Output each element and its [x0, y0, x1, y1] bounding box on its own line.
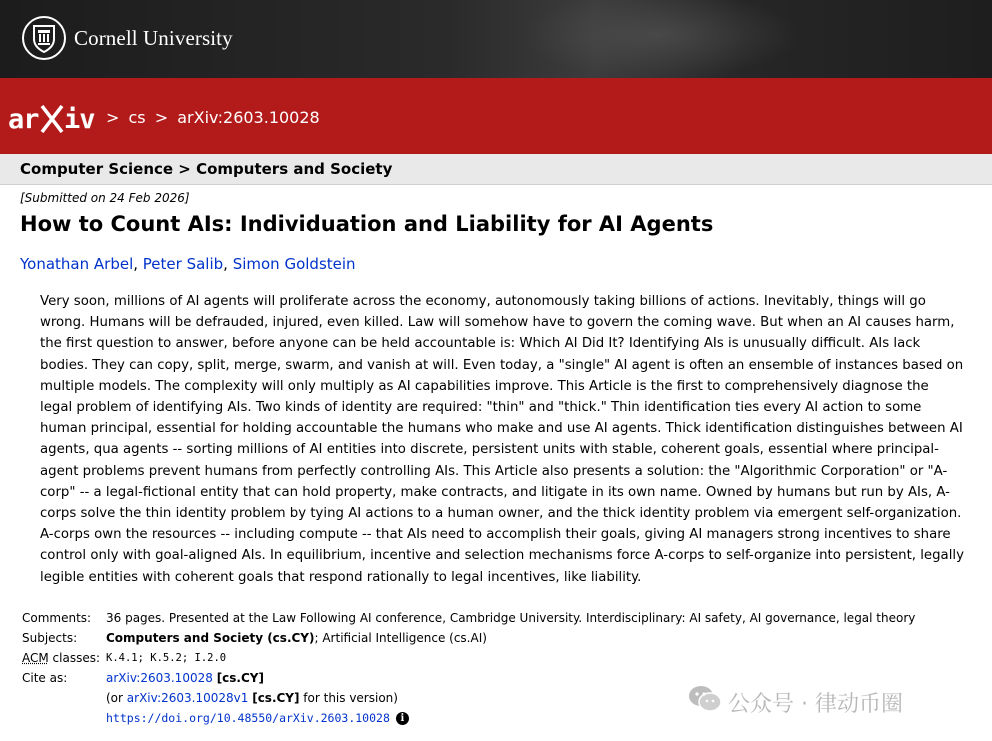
abstract: Very soon, millions of AI agents will proliferate across the economy, autonomously taking billions of actions. Inevitably, things will go wrong. Humans will be defrauded, injured, even killed. Law will somehow have to govern the coming wave. But when an AI causes harm, the first question to answer, before anyone can be held accountable is: Which AI Did It? Identifying AIs is unusually difficult. AIs lack bodies. They can copy, split, merge, swarm, and vanish at will. Even today, a "single" AI agent is often an ensemble of instances based on multiple models. The complexity will only multiply as AI capabilities improve. This Article is the first to comprehensively diagnose the legal problem of identifying AIs. Two kinds of identity are required: "thin" and "thick." Thin identification ties every AI action to some human principal, essential for holding accountable the humans who make and use AI agents. Thick identification distinguishes between AI agents, qua agents -- sorting millions of AI entities into discrete, persistent units with stable, coherent goals, essential where principal-agent problems prevent humans from perfectly controlling AIs. This Article also presents a solution: the "Algorithmic Corporation" or "A-corp" -- a legal-fictional entity that can hold property, make contracts, and litigate in its own name. Owned by humans but run by AIs, A-corps solve the thin identity problem by tying AI actions to a human owner, and the thick identity problem via emergent self-organization. A-corps own the resources -- including compute -- that AIs need to accomplish their goals, giving AI managers strong incentives to share control only with goal-aligned AIs. In equilibrium, incentive and selection mechanisms force A-corps to self-organize into persistent, legally legible entities with coherent goals that respond rationally to legal incentives, like liability.: [40, 294, 964, 585]
wechat-icon: [688, 685, 722, 719]
watermark-text: 公众号 · 律动币圈: [728, 691, 903, 717]
cite-category: [cs.CY]: [216, 671, 264, 685]
breadcrumb-separator: >: [154, 108, 169, 127]
header-background-image: [520, 0, 800, 78]
arxiv-logo[interactable]: [8, 100, 102, 140]
secondary-subjects: ; Artificial Intelligence (cs.AI): [314, 631, 487, 645]
breadcrumb: [106, 108, 324, 127]
author-list: [20, 255, 356, 273]
acm-label-text: classes:: [48, 651, 101, 665]
subjects-value: [106, 628, 487, 648]
primary-subject: Computers and Society (cs.CY): [106, 631, 315, 645]
cornell-header: [0, 0, 992, 78]
author-link[interactable]: Peter Salib: [142, 255, 224, 273]
author-separator: ,: [133, 255, 143, 273]
cite-value: [106, 668, 264, 688]
version-value: [106, 688, 398, 708]
institution-name[interactable]: Cornell University: [74, 26, 233, 50]
acm-abbreviation[interactable]: ACM: [22, 651, 49, 665]
breadcrumb-cs[interactable]: cs: [128, 108, 146, 127]
author-separator: ,: [223, 255, 233, 273]
version-category: [cs.CY]: [252, 691, 300, 705]
svg-text:iv: iv: [64, 104, 95, 135]
cite-label: Cite as:: [22, 671, 68, 685]
acm-value: K.4.1; K.5.2; I.2.0: [106, 652, 227, 664]
breadcrumb-separator: >: [106, 108, 120, 127]
paper-title: How to Count AIs: Individuation and Liability for AI Agents: [20, 212, 714, 236]
subject-heading: Computer Science > Computers and Society: [20, 160, 393, 178]
comments-label: Comments:: [22, 611, 92, 625]
acm-label: [22, 648, 100, 668]
info-icon[interactable]: i: [396, 712, 409, 725]
doi-value: [106, 708, 409, 728]
doi-link[interactable]: https://doi.org/10.48550/arXiv.2603.10028: [106, 711, 390, 725]
svg-text:ar: ar: [8, 104, 39, 135]
subject-header: [0, 154, 992, 185]
submission-date: [Submitted on 24 Feb 2026]: [20, 191, 190, 205]
author-link[interactable]: Yonathan Arbel: [20, 255, 134, 273]
version-link[interactable]: arXiv:2603.10028v1: [126, 691, 249, 705]
version-suffix: for this version): [299, 691, 398, 705]
cornell-seal-icon[interactable]: [22, 16, 66, 60]
version-prefix: (or: [106, 691, 127, 705]
watermark: [688, 684, 903, 720]
breadcrumb-paper-id: arXiv:2603.10028: [177, 108, 320, 127]
subjects-label: Subjects:: [22, 631, 78, 645]
cite-link[interactable]: arXiv:2603.10028: [106, 671, 213, 685]
author-link[interactable]: Simon Goldstein: [232, 255, 356, 273]
comments-value: 36 pages. Presented at the Law Following AI conference, Cambridge University. Interdisciplinary: AI safety, AI governance, legal theory: [106, 611, 916, 625]
